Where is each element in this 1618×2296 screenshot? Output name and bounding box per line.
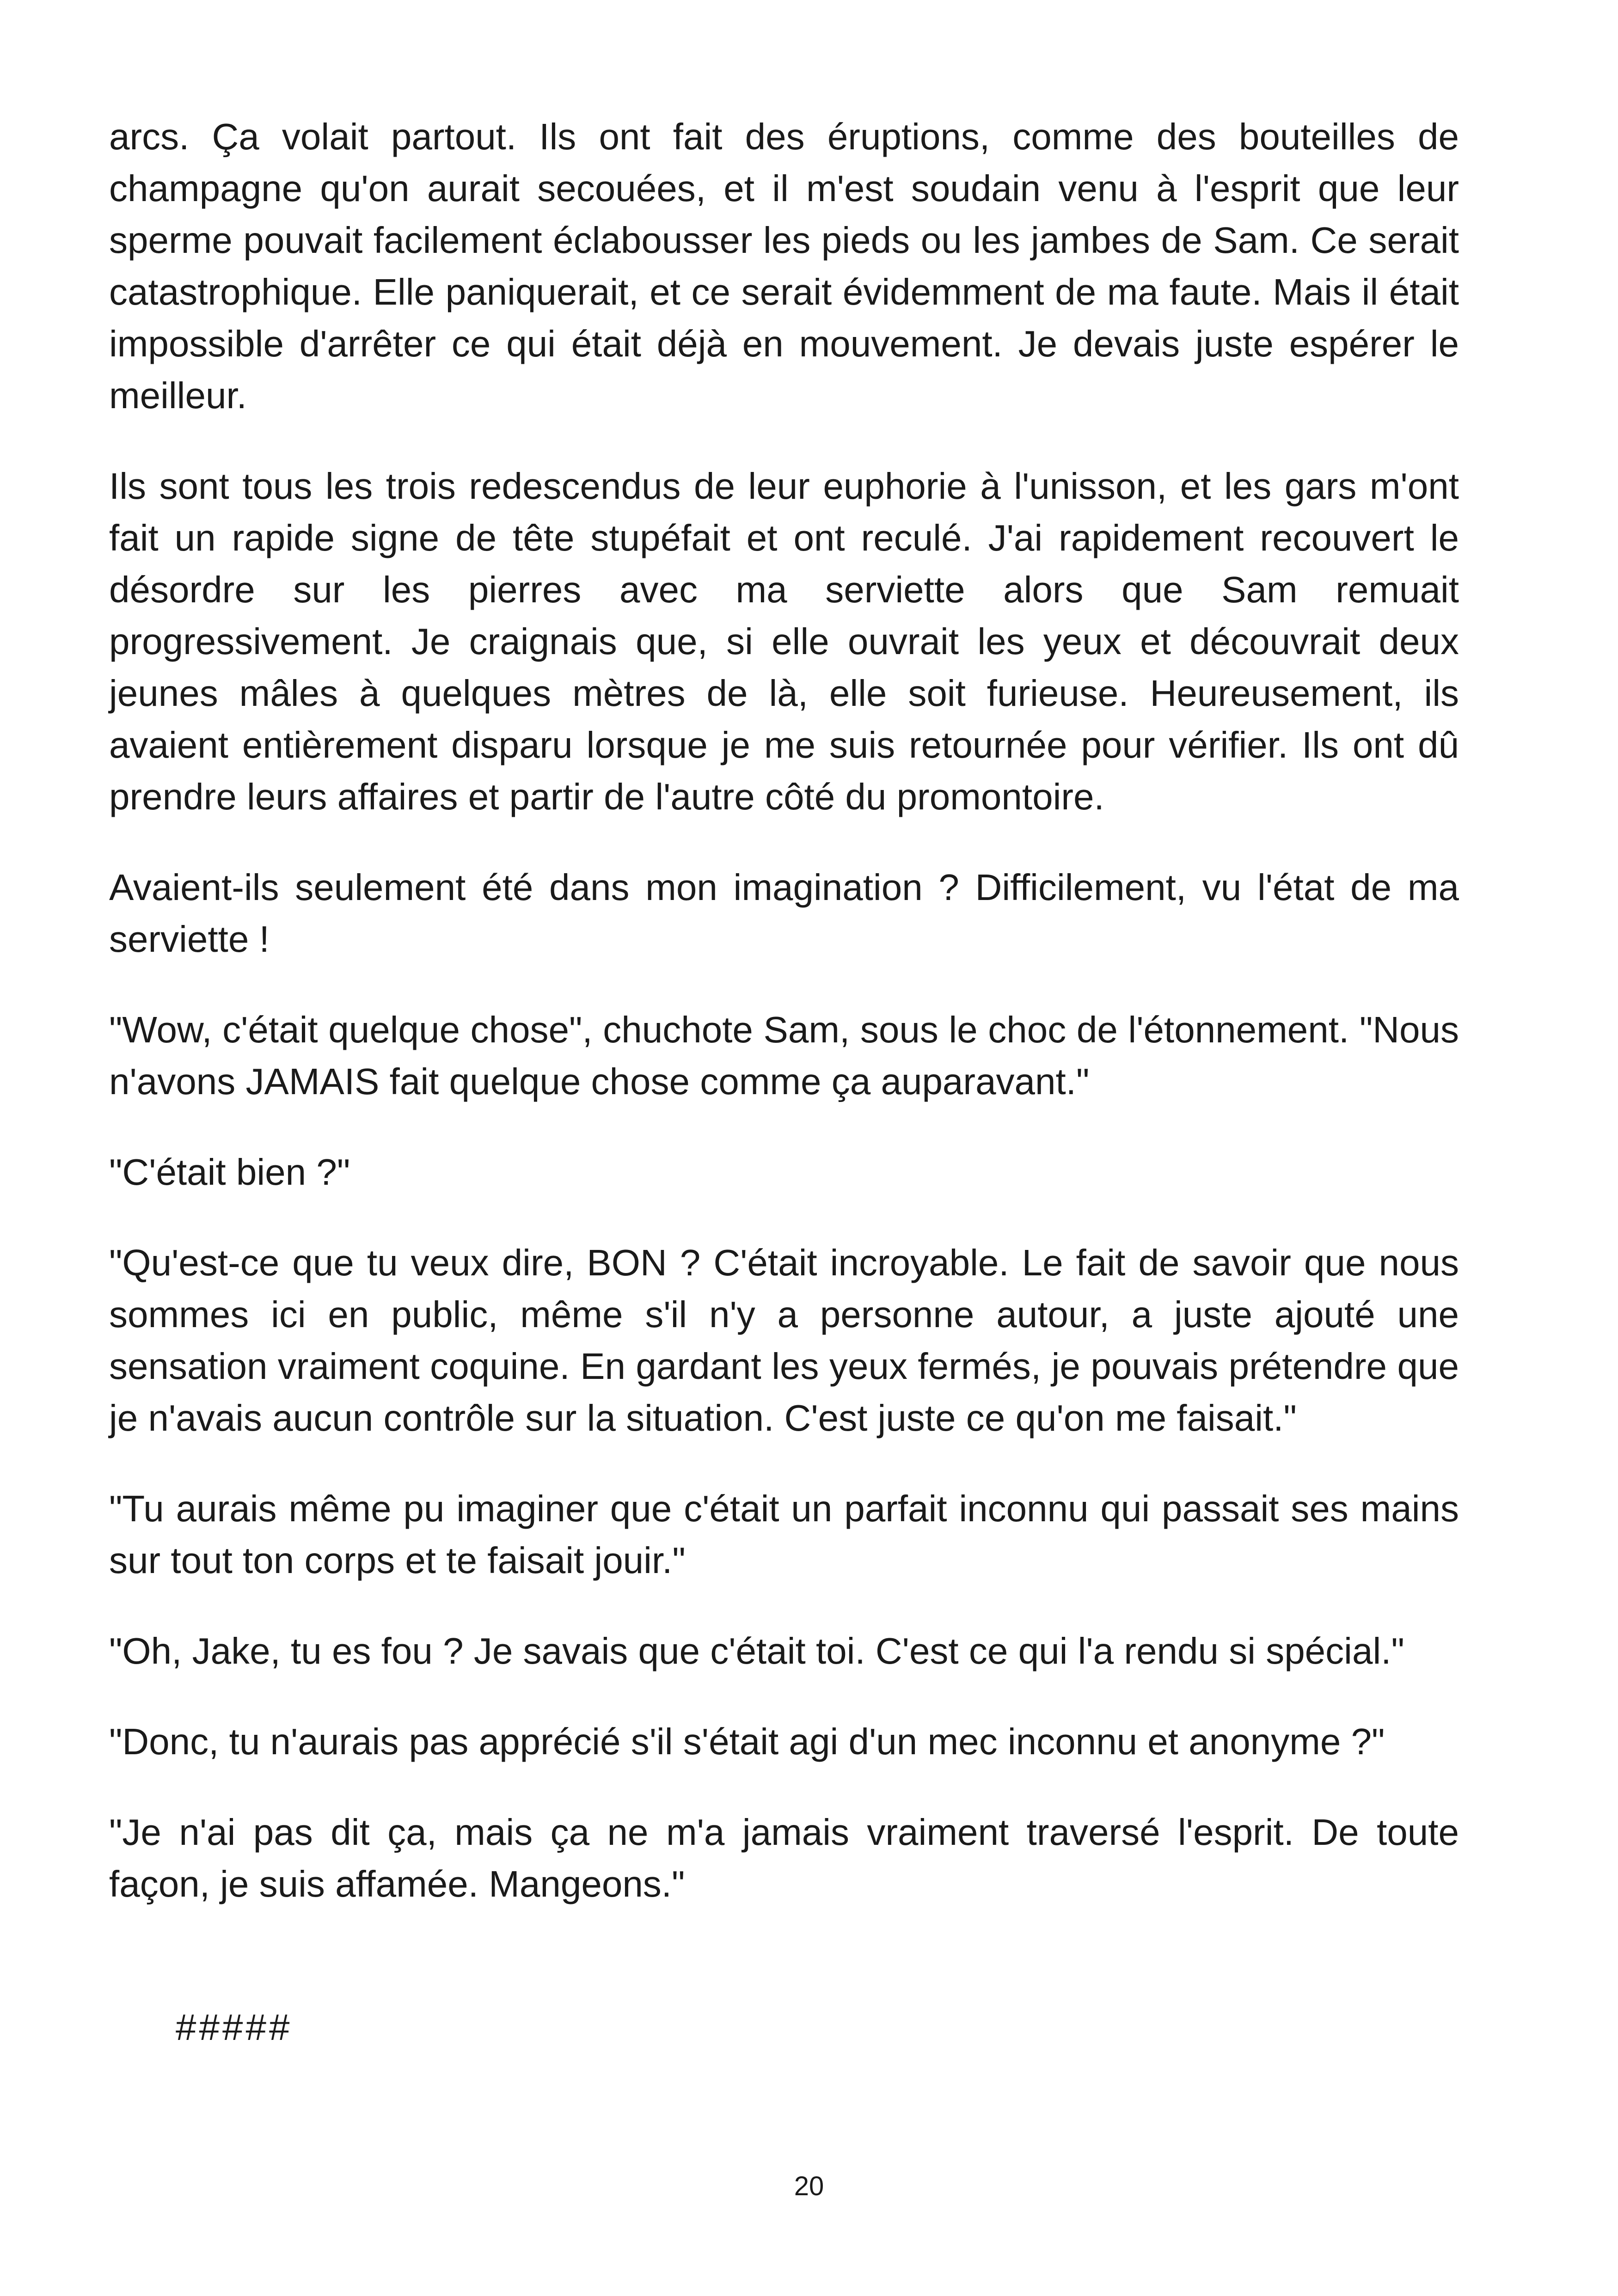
paragraph: "Oh, Jake, tu es fou ? Je savais que c'était toi. C'est ce qui l'a rendu si spécial." bbox=[109, 1630, 1404, 1671]
paragraph: "Wow, c'était quelque chose", chuchote Sam, sous le choc de l'étonnement. "Nous n'avons JAMAIS fait quelque chose comme ça auparavant." bbox=[109, 1009, 1459, 1102]
body-text bbox=[109, 111, 1459, 1949]
section-separator: ##### bbox=[176, 2007, 293, 2048]
page-number: 20 bbox=[794, 2171, 824, 2201]
paragraph: "Je n'ai pas dit ça, mais ça ne m'a jamais vraiment traversé l'esprit. De toute façon, je suis affamée. Mangeons." bbox=[109, 1812, 1459, 1904]
paragraph: arcs. Ça volait partout. Ils ont fait des éruptions, comme des bouteilles de champagne qu'on aurait secouées, et il m'est soudain venu à l'esprit que leur sperme pouvait facilement éclabousser les pieds ou les jambes de Sam. Ce serait catastrophique. Elle paniquerait, et ce serait évidemment de ma faute. Mais il était impossible d'arrêter ce qui était déjà en mouvement. Je devais juste espérer le meilleur. bbox=[109, 116, 1459, 416]
paragraph: Ils sont tous les trois redescendus de leur euphorie à l'unisson, et les gars m'ont fait un rapide signe de tête stupéfait et ont reculé. J'ai rapidement recouvert le désordre sur les pierres avec ma serviette alors que Sam remuait progressivement. Je craignais que, si elle ouvrait les yeux et découvrait deux jeunes mâles à quelques mètres de là, elle soit furieuse. Heureusement, ils avaient entièrement disparu lorsque je me suis retournée pour vérifier. Ils ont dû prendre leurs affaires et partir de l'autre côté du promontoire. bbox=[109, 465, 1459, 817]
paragraph: "Tu aurais même pu imaginer que c'était un parfait inconnu qui passait ses mains sur tout ton corps et te faisait jouir." bbox=[109, 1488, 1459, 1581]
paragraph: "C'était bien ?" bbox=[109, 1151, 350, 1193]
paragraph: "Qu'est-ce que tu veux dire, BON ? C'était incroyable. Le fait de savoir que nous sommes ici en public, même s'il n'y a personne autour, a juste ajouté une sensation vraiment coquine. En gardant les yeux fermés, je pouvais prétendre que je n'avais aucun contrôle sur la situation. C'est juste ce qu'on me faisait." bbox=[109, 1242, 1459, 1439]
paragraph: "Donc, tu n'aurais pas apprécié s'il s'était agi d'un mec inconnu et anonyme ?" bbox=[109, 1721, 1385, 1762]
paragraph: Avaient-ils seulement été dans mon imagination ? Difficilement, vu l'état de ma serviette ! bbox=[109, 867, 1459, 960]
